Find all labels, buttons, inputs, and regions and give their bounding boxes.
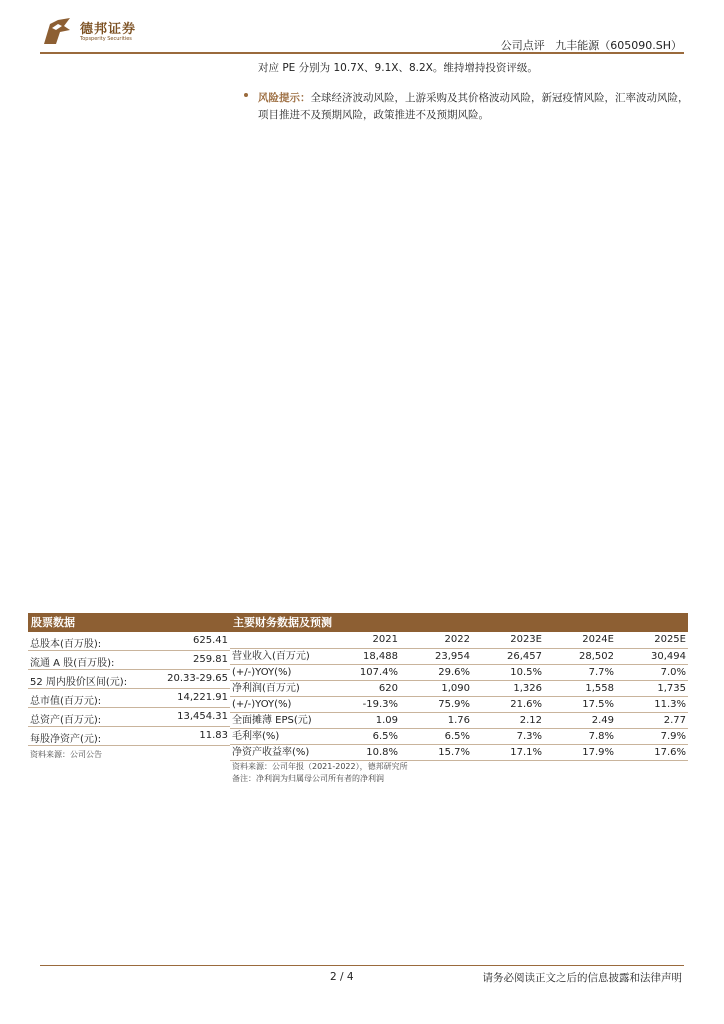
table-cell: 17.1% [510,747,542,758]
risk-text: 全球经济波动风险，上游采购及其价格波动风险，新冠疫情风险，汇率波动风险，项目推进不及预期风险，政策推进不及预期风险。 [258,92,689,121]
risk-label: 风险提示： [258,92,311,104]
financial-note: 备注：净利润为归属母公司所有者的净利润 [232,774,384,783]
stock-value: 11.83 [199,730,228,741]
table-cell: 1,558 [585,683,614,694]
stock-label: 总市值(百万元): [30,696,102,707]
table-cell: 29.6% [438,667,470,678]
table-cell: 10.8% [366,747,398,758]
bullet-icon [244,93,248,97]
table-header-row [230,632,688,649]
stock-value: 14,221.91 [177,692,228,703]
table-cell: 26,457 [507,651,542,662]
table-cell: 620 [378,683,398,694]
risk-warning [244,90,690,124]
table-cell: 1,735 [657,683,686,694]
stock-value: 625.41 [193,635,228,646]
stock-value: 13,454.31 [177,711,228,722]
row-label: (+/-)YOY(%) [232,699,292,710]
stock-label: 总资产(百万元): [30,715,102,726]
table-cell: 18,488 [363,651,398,662]
table-cell: 17.5% [582,699,614,710]
row-label: 净资产收益率(%) [232,747,310,758]
table-cell: 1,090 [441,683,470,694]
header-divider [40,52,684,54]
table-cell: 11.3% [654,699,686,710]
stock-value: 259.81 [193,654,228,665]
footer-divider [40,965,684,966]
table-row [230,713,688,729]
stock-row [28,708,230,727]
stock-row [28,651,230,670]
table-cell: 28,502 [579,651,614,662]
stock-label: 总股本(百万股): [30,639,102,650]
table-cell: 2.49 [591,715,614,726]
logo-subtext: Topsperity Securities [80,36,132,42]
table-cell: 107.4% [359,667,398,678]
table-cell: 7.7% [588,667,614,678]
bull-logo-icon [40,14,74,48]
logo-text: 德邦证券 [80,22,137,37]
stock-label: 52 周内股价区间(元): [30,677,128,688]
row-label: 净利润(百万元) [232,683,300,694]
row-label: (+/-)YOY(%) [232,667,292,678]
table-cell: 15.7% [438,747,470,758]
stock-row [28,689,230,708]
stock-data-title: 股票数据 [28,613,230,632]
page-number: 2 / 4 [330,971,354,983]
table-cell: 1,326 [513,683,542,694]
column-header: 2022 [444,634,470,645]
stock-row [28,670,230,689]
valuation-paragraph: 对应 PE 分别为 10.7X、9.1X、8.2X。维持增持投资评级。 [258,62,538,74]
table-cell: 75.9% [438,699,470,710]
row-label: 毛利率(%) [232,731,280,742]
financial-source: 资料来源：公司年报（2021-2022），德邦研究所 [232,762,408,771]
table-cell: 30,494 [651,651,686,662]
table-cell: 1.09 [375,715,398,726]
column-header: 2023E [510,634,542,645]
stock-source: 资料来源：公司公告 [30,750,102,759]
table-cell: 7.9% [660,731,686,742]
table-cell: 7.8% [588,731,614,742]
stock-row [28,727,230,746]
table-cell: 6.5% [444,731,470,742]
table-row [230,729,688,745]
report-header [501,37,682,53]
financial-forecast-panel [230,613,688,785]
company-name: 九丰能源（605090.SH） [555,39,682,52]
table-cell: -19.3% [362,699,398,710]
table-cell: 6.5% [372,731,398,742]
table-cell: 1.76 [447,715,470,726]
table-cell: 2.77 [663,715,686,726]
financial-title: 主要财务数据及预测 [230,613,688,632]
stock-row [28,632,230,651]
table-cell: 2.12 [519,715,542,726]
column-header: 2025E [654,634,686,645]
table-row [230,649,688,665]
column-header [230,632,328,648]
company-logo [40,14,160,50]
table-cell: 17.9% [582,747,614,758]
stock-data-panel [28,613,230,760]
table-cell: 17.6% [654,747,686,758]
table-cell: 10.5% [510,667,542,678]
row-label: 营业收入(百万元) [232,651,310,662]
column-header: 2024E [582,634,614,645]
table-cell: 23,954 [435,651,470,662]
table-cell: 7.0% [660,667,686,678]
table-cell: 7.3% [516,731,542,742]
stock-label: 每股净资产(元): [30,734,102,745]
column-header: 2021 [372,634,398,645]
row-label: 全面摊薄 EPS(元) [232,715,312,726]
legal-disclaimer-link: 请务必阅读正文之后的信息披露和法律声明 [482,972,682,984]
table-row [230,745,688,761]
report-type: 公司点评 [500,39,545,52]
stock-value: 20.33-29.65 [167,673,228,684]
stock-label: 流通 A 股(百万股): [30,658,115,669]
table-cell: 21.6% [510,699,542,710]
table-row [230,681,688,697]
table-row [230,665,688,681]
table-row [230,697,688,713]
